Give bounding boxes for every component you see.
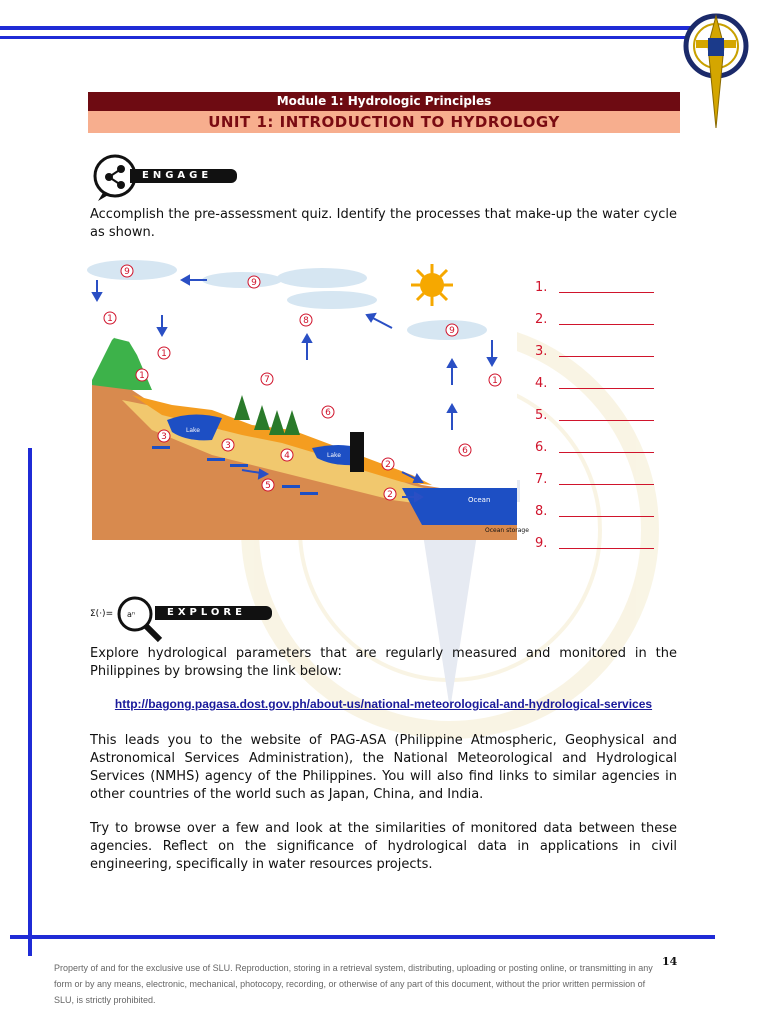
marker: 9 bbox=[124, 267, 130, 277]
answer-list bbox=[535, 280, 665, 568]
explore-badge: EXPLORE bbox=[155, 606, 272, 620]
answer-blank[interactable] bbox=[559, 408, 654, 421]
answer-number: 6. bbox=[535, 440, 548, 455]
answer-item-4[interactable] bbox=[535, 376, 665, 408]
answer-blank[interactable] bbox=[559, 344, 654, 357]
marker: 9 bbox=[449, 326, 455, 336]
marker: 3 bbox=[161, 432, 167, 442]
answer-number: 7. bbox=[535, 472, 548, 487]
engage-instructions: Accomplish the pre-assessment quiz. Identify the processes that make-up the water cycle as shown. bbox=[90, 207, 677, 240]
slu-logo bbox=[680, 10, 752, 130]
marker: 6 bbox=[462, 446, 468, 456]
answer-item-1[interactable] bbox=[535, 280, 665, 312]
marker: 6 bbox=[325, 408, 331, 418]
marker: 4 bbox=[284, 451, 290, 461]
marker: 7 bbox=[264, 375, 270, 385]
answer-blank[interactable] bbox=[559, 376, 654, 389]
marker: 1 bbox=[139, 371, 145, 381]
answer-item-9[interactable] bbox=[535, 536, 665, 568]
bottom-rule bbox=[10, 935, 715, 939]
answer-item-8[interactable] bbox=[535, 504, 665, 536]
marker: 9 bbox=[251, 278, 257, 288]
answer-number: 1. bbox=[535, 280, 548, 295]
marker: 2 bbox=[385, 460, 391, 470]
module-title: Module 1: Hydrologic Principles bbox=[88, 92, 680, 111]
explore-paragraph-1: This leads you to the website of PAG-ASA (Philippine Atmospheric, Geophysical and Astronomical Services Administration), the National Meteorological and Hydrological Services (NMHS) agency of the Philippines. You will also find links to similar agencies in other countries of the world such as Japan, China, and India. bbox=[90, 733, 677, 802]
pagasa-link[interactable]: http://bagong.pagasa.dost.gov.ph/about-us/national-meteorological-and-hydrological-services bbox=[114, 697, 653, 711]
top-rule-2 bbox=[0, 36, 695, 39]
left-rule bbox=[28, 448, 32, 956]
answer-item-7[interactable] bbox=[535, 472, 665, 504]
answer-item-3[interactable] bbox=[535, 344, 665, 376]
svg-text:aⁿ: aⁿ bbox=[127, 610, 136, 619]
answer-number: 8. bbox=[535, 504, 548, 519]
marker: 2 bbox=[387, 490, 393, 500]
marker: 1 bbox=[492, 376, 498, 386]
svg-text:Σ(·)=: Σ(·)= bbox=[90, 609, 114, 619]
explore-paragraph-2: Try to browse over a few and look at the similarities of monitored data between these agencies. Reflect on the significance of hydrological data in applications in civil engineering, specifically in water resources projects. bbox=[90, 821, 677, 872]
marker: 1 bbox=[107, 314, 113, 324]
diagram-label-lake-2: Lake bbox=[327, 452, 341, 459]
copyright-notice: Property of and for the exclusive use of SLU. Reproduction, storing in a retrieval system, distributing, uploading or posting online, or transmitting in any form or by any means, electronic, mechanical, photocopy, recording, or otherwise of any part of this document, without the prior written permission of SLU, is strictly prohibited. bbox=[54, 963, 653, 1005]
engage-badge: ENGAGE bbox=[130, 169, 237, 183]
answer-blank[interactable] bbox=[559, 312, 654, 325]
answer-blank[interactable] bbox=[559, 504, 654, 517]
answer-blank[interactable] bbox=[559, 536, 654, 549]
answer-item-6[interactable] bbox=[535, 440, 665, 472]
answer-item-5[interactable] bbox=[535, 408, 665, 440]
answer-blank[interactable] bbox=[559, 280, 654, 293]
diagram-label-lake-1: Lake bbox=[186, 427, 200, 434]
water-cycle-diagram bbox=[92, 260, 529, 540]
answer-number: 5. bbox=[535, 408, 548, 423]
answer-item-2[interactable] bbox=[535, 312, 665, 344]
marker: 8 bbox=[303, 316, 309, 326]
answer-number: 9. bbox=[535, 536, 548, 551]
answer-number: 3. bbox=[535, 344, 548, 359]
top-rule bbox=[0, 26, 695, 30]
marker: 1 bbox=[161, 349, 167, 359]
unit-title: UNIT 1: INTRODUCTION TO HYDROLOGY bbox=[88, 111, 680, 133]
page-number: 14 bbox=[662, 955, 678, 968]
marker: 5 bbox=[265, 481, 271, 491]
answer-blank[interactable] bbox=[559, 440, 654, 453]
marker: 3 bbox=[225, 441, 231, 451]
answer-number: 4. bbox=[535, 376, 548, 391]
diagram-label-ocean-storage: Ocean storage bbox=[485, 527, 529, 534]
answer-blank[interactable] bbox=[559, 472, 654, 485]
diagram-label-ocean: Ocean bbox=[468, 496, 491, 504]
explore-intro: Explore hydrological parameters that are regularly measured and monitored in the Philippines by browsing the link below: bbox=[90, 646, 677, 679]
answer-number: 2. bbox=[535, 312, 548, 327]
